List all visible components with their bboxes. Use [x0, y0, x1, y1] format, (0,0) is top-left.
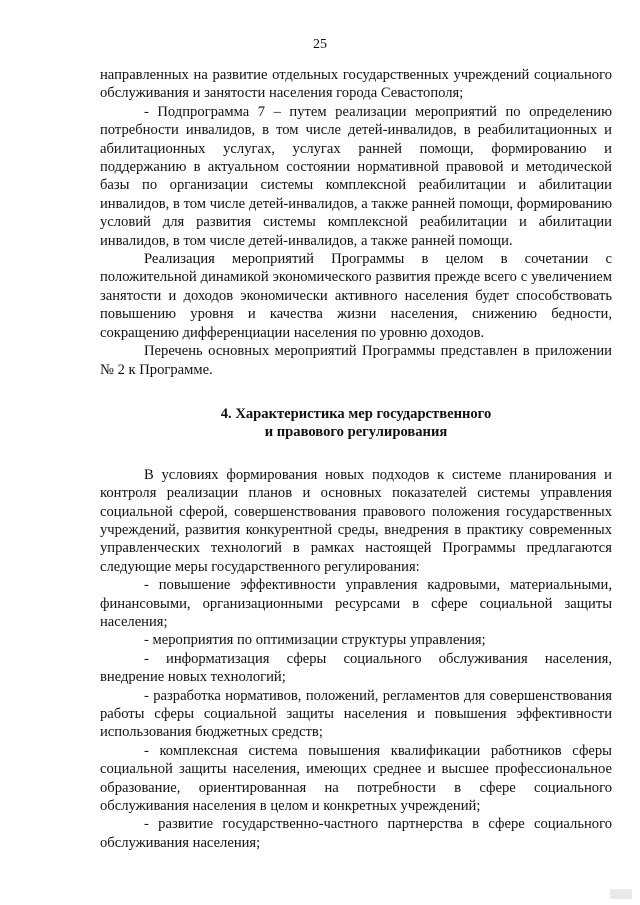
paragraph-continuation: направленных на развитие отдельных государственных учреждений социального обслуживания и занятости населения города Севастополя; [100, 67, 612, 102]
paragraph-measures-list-reference: Перечень основных мероприятий Программы представлен в приложении № 2 к Программе. [100, 343, 612, 378]
section-heading-line-2: и правового регулирования [264, 424, 448, 441]
measure-item: - развитие государственно-частного партнерства в сфере социального обслуживания населения; [100, 816, 612, 851]
page-body [100, 66, 612, 852]
measure-item: - разработка нормативов, положений, регламентов для совершенствования работы сферы социальной защиты населения и повышения эффективности использования бюджетных средств; [100, 687, 612, 741]
measure-item: - комплексная система повышения квалификации работников сферы социальной защиты населения, имеющих среднее и высшее профессиональное образование, ориентированная на потребности в сфере социального обслуживания населения в целом и конкретных учреждений; [100, 742, 612, 815]
section-intro: В условиях формирования новых подходов к системе планирования и контроля реализации планов и основных показателей системы управления социальной сферой, совершенствования правового положения государственных учреждений, развития конкурентной среды, внедрения в практику современных управленческих технологий в рамках настоящей Программы предлагаются следующие меры государственного регулирования: [100, 466, 612, 575]
measure-item: - мероприятия по оптимизации структуры управления; [144, 632, 486, 649]
scan-artifact [610, 889, 632, 899]
page-number: 25 [313, 37, 327, 52]
section-heading [100, 405, 612, 442]
measure-item: - информатизация сферы социального обслуживания населения, внедрение новых технологий; [100, 650, 612, 686]
paragraph-subprogram-7: - Подпрограмма 7 – путем реализации мероприятий по определению потребности инвалидов, в том числе детей-инвалидов, в реабилитационных и абилитационных услугах, услугах ранней помощи, формированию и поддержанию в актуальном состоянии нормативной правовой и методической базы по организации системы комплексной реабилитации и абилитации инвалидов, в том числе детей-инвалидов, а также ранней помощи, формированию условий для развития системы комплексной реабилитации и абилитации инвалидов, в том числе детей-инвалидов, а также ранней помощи. [100, 103, 612, 249]
section-heading-line-1: 4. Характеристика мер государственного [220, 405, 492, 422]
measure-item: - повышение эффективности управления кадровыми, материальными, финансовыми, организационными ресурсами в сфере социальной защиты населения; [100, 577, 612, 630]
paragraph-program-implementation: Реализация мероприятий Программы в целом в сочетании с положительной динамикой экономического развития прежде всего с увеличением занятости и доходов экономически активного населения будет способствовать повышению уровня и качества жизни населения, снижению бедности, сокращению дифференциации населения по уровню доходов. [100, 251, 612, 341]
